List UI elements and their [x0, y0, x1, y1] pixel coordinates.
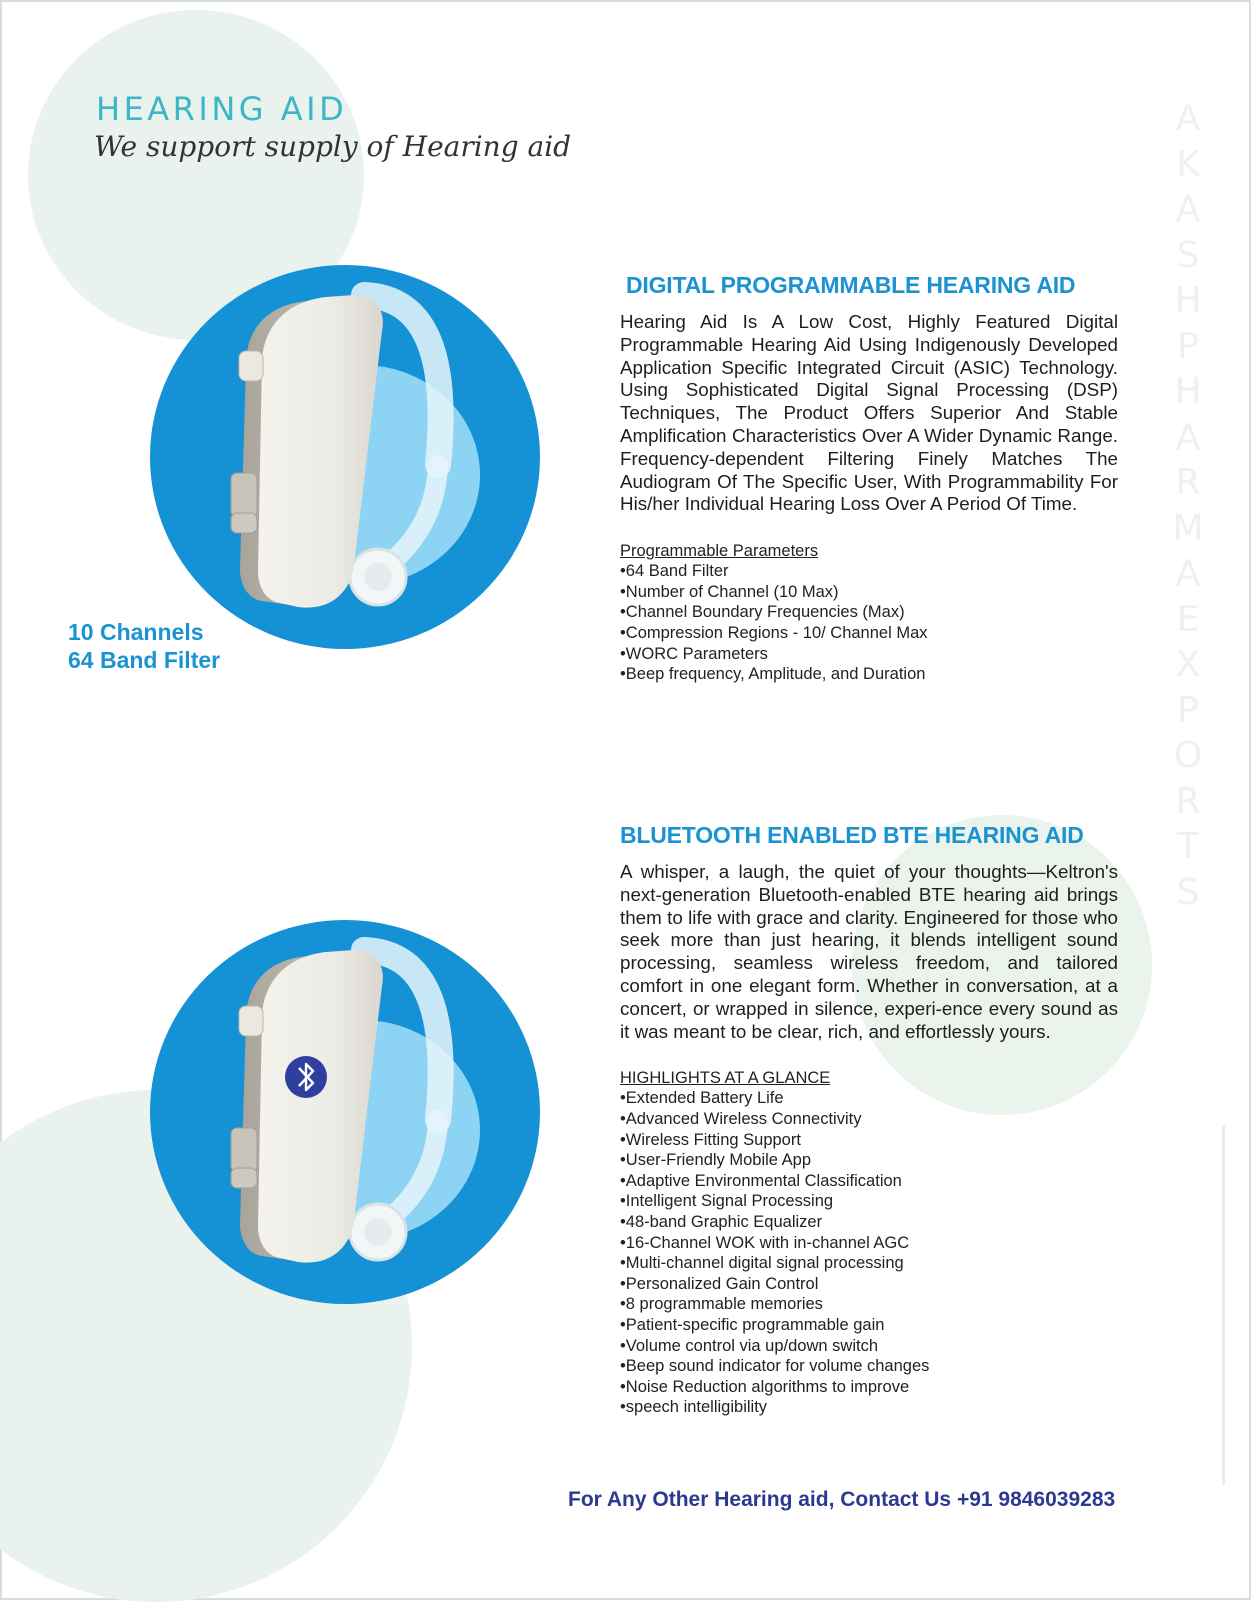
brand-subtitle: We support supply of Hearing aid: [94, 130, 572, 163]
list-item: • WORC Parameters: [620, 644, 1118, 665]
product-1-list-heading: Programmable Parameters: [620, 542, 819, 561]
callout-band-filter: 64 Band Filter: [68, 647, 221, 673]
list-item: • Number of Channel (10 Max): [620, 582, 1118, 603]
list-item: • speech intelligibility: [620, 1397, 1118, 1418]
product-1-callout: [68, 618, 220, 674]
product-1-list: [620, 561, 1118, 685]
list-item: • 16-Channel WOK with in-channel AGC: [620, 1233, 1118, 1254]
list-item: • Advanced Wireless Connectivity: [620, 1109, 1118, 1130]
product-2-description: A whisper, a laugh, the quiet of your thoughts—Keltron's next-generation Bluetooth-enabled BTE hearing aid brings them to life with grace and clarity. Engineered for those who seek more than just hearing, it blends intelligent sound processing, seamless wireless freedom, and tailored comfort in one elegant form. Whether in conversation, at a concert, or wrapped in silence, experi-ence every sound as it was meant to be clear, rich, and effortlessly yours.: [620, 861, 1118, 1042]
contact-line: For Any Other Hearing aid, Contact Us +91 9846039283: [568, 1488, 1116, 1511]
brand-title: HEARING AID: [96, 90, 348, 128]
list-item: • Channel Boundary Frequencies (Max): [620, 602, 1118, 623]
list-item: • Noise Reduction algorithms to improve: [620, 1377, 1118, 1398]
list-item: • Adaptive Environmental Classification: [620, 1171, 1118, 1192]
list-item: • Extended Battery Life: [620, 1088, 1118, 1109]
product-2-heading: BLUETOOTH ENABLED BTE HEARING AID: [620, 822, 1084, 848]
product-2-section: [620, 822, 1118, 1418]
list-item: • User-Friendly Mobile App: [620, 1150, 1118, 1171]
list-item: • 48-band Graphic Equalizer: [620, 1212, 1118, 1233]
bluetooth-hearing-aid-icon: [150, 920, 540, 1305]
list-item: • Patient-specific programmable gain: [620, 1315, 1118, 1336]
side-divider: [1222, 1125, 1225, 1485]
product-1-heading: DIGITAL PROGRAMMABLE HEARING AID: [626, 272, 1076, 298]
list-item: • Volume control via up/down switch: [620, 1336, 1118, 1357]
list-item: • 8 programmable memories: [620, 1294, 1118, 1315]
product-2-list: [620, 1088, 1118, 1418]
list-item: • Wireless Fitting Support: [620, 1130, 1118, 1151]
list-item: • Intelligent Signal Processing: [620, 1191, 1118, 1212]
list-item: • Multi-channel digital signal processing: [620, 1253, 1118, 1274]
list-item: • 64 Band Filter: [620, 561, 1118, 582]
product-2-list-heading: HIGHLIGHTS AT A GLANCE: [620, 1069, 831, 1088]
product-1-section: [620, 272, 1118, 685]
product-1-description: Hearing Aid Is A Low Cost, Highly Featured Digital Programmable Hearing Aid Using Indigenously Developed Application Specific Integrated Circuit (ASIC) Technology. Using Sophisticated Digital Signal Processing (DSP) Techniques, The Product Offers Superior And Stable Amplification Characteristics Over A Wider Dynamic Range. Frequency-dependent Filtering Finely Matches The Audiogram Of The Specific User, With Programmability For His/her Individual Hearing Loss Over A Period Of Time.: [620, 311, 1118, 515]
list-item: • Beep sound indicator for volume changes: [620, 1356, 1118, 1377]
bluetooth-icon: [285, 1056, 327, 1098]
list-item: • Beep frequency, Amplitude, and Duration: [620, 664, 1118, 685]
list-item: • Personalized Gain Control: [620, 1274, 1118, 1295]
watermark-text: A K A S H P H A R M A E X P O R T S: [1172, 98, 1204, 913]
hearing-aid-icon: [150, 265, 540, 650]
callout-channels: 10 Channels: [68, 619, 204, 645]
list-item: • Compression Regions - 10/ Channel Max: [620, 623, 1118, 644]
